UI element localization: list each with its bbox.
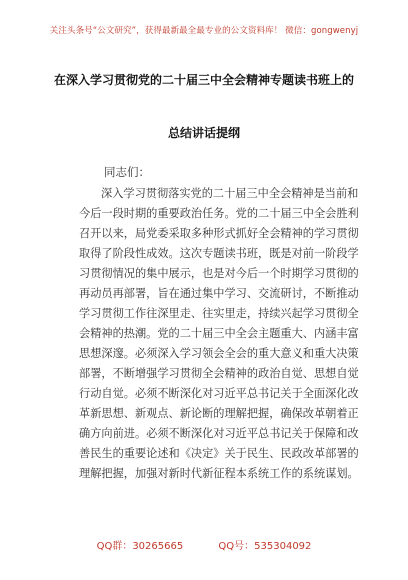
body-line: 行动自觉。必须不断深化对习近平总书记关于全面深化改: [79, 387, 359, 400]
body-line: 会精神的热潮。党的二十届三中全会主题重大、内涵丰富: [79, 327, 359, 340]
promo-header: 关注头条号“公文研究”，获得最新最全最专业的公文资料库！ 微信：gongwenyj: [49, 26, 359, 36]
contact-footer: [0, 537, 408, 552]
document-title-line-1: 在深入学习贯彻党的二十届三中全会精神专题读书班上的: [53, 73, 354, 87]
body-line: 今后一段时期的重要政治任务。党的二十届三中全会胜利: [79, 207, 359, 220]
body-line: 取得了阶段性成效。这次专题读书班，既是对前一阶段学: [79, 247, 359, 260]
body-line: 再动员再部署，旨在通过集中学习、交流研讨，不断推动: [79, 287, 359, 300]
body-line: 深入学习贯彻落实党的二十届三中全会精神是当前和: [101, 187, 359, 200]
body-line: 部署，不断增强学习贯彻全会精神的政治自觉、思想自觉: [79, 367, 359, 380]
body-line: 革新思想、新观点、新论断的理解把握，确保改革朝着正: [79, 407, 359, 420]
greeting: 同志们：: [104, 165, 150, 179]
document-title-line-2: 总结讲话提纲: [167, 126, 240, 140]
body-line: 思想深邃。必须深入学习领会全会的重大意义和重大决策: [79, 347, 359, 360]
body-line: 善民生的重要论述和《决定》关于民生、民政改革部署的: [79, 447, 359, 460]
document-body: [79, 184, 359, 484]
body-line: 召开以来，局党委采取多种形式抓好全会精神的学习贯彻: [79, 227, 359, 240]
body-line: 理解把握，加强对新时代新征程本系统工作的系统谋划。: [79, 467, 359, 480]
qq-group-label: QQ群：30265665: [96, 541, 184, 552]
body-line: 确方向前进。必须不断深化对习近平总书记关于保障和改: [79, 427, 359, 440]
body-line: 习贯彻情况的集中展示，也是对今后一个时期学习贯彻的: [79, 267, 359, 280]
qq-number-label: QQ号：535304092: [218, 541, 312, 552]
body-line: 学习贯彻工作往深里走、往实里走，持续兴起学习贯彻全: [79, 307, 359, 320]
